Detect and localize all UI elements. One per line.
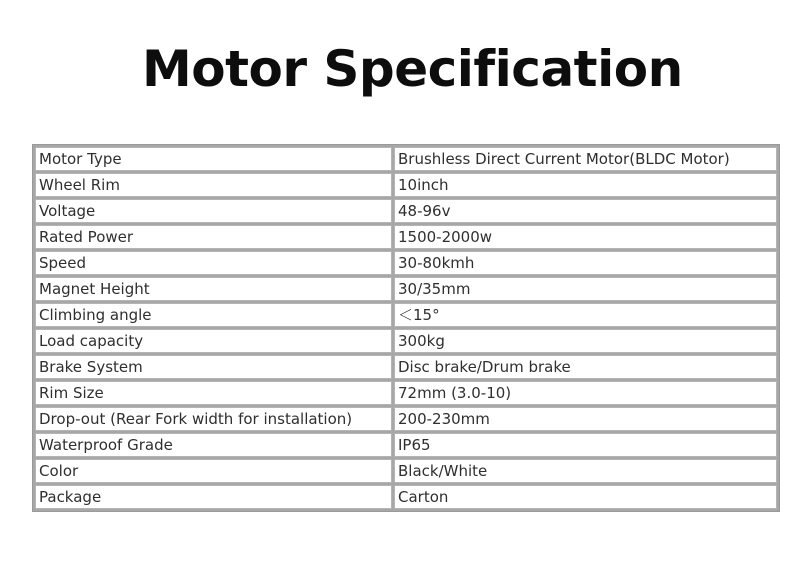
table-row [35, 485, 777, 509]
table-row [35, 173, 777, 197]
spec-label-rated-power: Rated Power [35, 225, 392, 249]
spec-value-color: Black/White [394, 459, 777, 483]
spec-label-waterproof-grade: Waterproof Grade [35, 433, 392, 457]
table-row [35, 381, 777, 405]
spec-table [32, 144, 780, 512]
spec-value-speed: 30-80kmh [394, 251, 777, 275]
table-row [35, 433, 777, 457]
table-row [35, 303, 777, 327]
table-row [35, 407, 777, 431]
spec-label-motor-type: Motor Type [35, 147, 392, 171]
spec-value-voltage: 48-96v [394, 199, 777, 223]
table-row [35, 251, 777, 275]
spec-label-voltage: Voltage [35, 199, 392, 223]
spec-label-wheel-rim: Wheel Rim [35, 173, 392, 197]
spec-label-drop-out: Drop-out (Rear Fork width for installation) [35, 407, 392, 431]
spec-value-rated-power: 1500-2000w [394, 225, 777, 249]
spec-value-climbing-angle: ＜15° [394, 303, 777, 327]
spec-label-load-capacity: Load capacity [35, 329, 392, 353]
table-row [35, 329, 777, 353]
spec-value-rim-size: 72mm (3.0-10) [394, 381, 777, 405]
spec-label-magnet-height: Magnet Height [35, 277, 392, 301]
spec-value-drop-out: 200-230mm [394, 407, 777, 431]
table-row [35, 277, 777, 301]
spec-value-motor-type: Brushless Direct Current Motor(BLDC Motor) [394, 147, 777, 171]
spec-value-package: Carton [394, 485, 777, 509]
spec-label-package: Package [35, 485, 392, 509]
spec-label-climbing-angle: Climbing angle [35, 303, 392, 327]
spec-value-waterproof-grade: IP65 [394, 433, 777, 457]
spec-label-color: Color [35, 459, 392, 483]
spec-value-load-capacity: 300kg [394, 329, 777, 353]
page-title: Motor Specification [142, 40, 683, 98]
spec-value-magnet-height: 30/35mm [394, 277, 777, 301]
table-row [35, 225, 777, 249]
spec-value-wheel-rim: 10inch [394, 173, 777, 197]
table-row [35, 459, 777, 483]
spec-label-brake-system: Brake System [35, 355, 392, 379]
table-row [35, 147, 777, 171]
spec-label-speed: Speed [35, 251, 392, 275]
spec-label-rim-size: Rim Size [35, 381, 392, 405]
table-row [35, 199, 777, 223]
spec-value-brake-system: Disc brake/Drum brake [394, 355, 777, 379]
table-row [35, 355, 777, 379]
